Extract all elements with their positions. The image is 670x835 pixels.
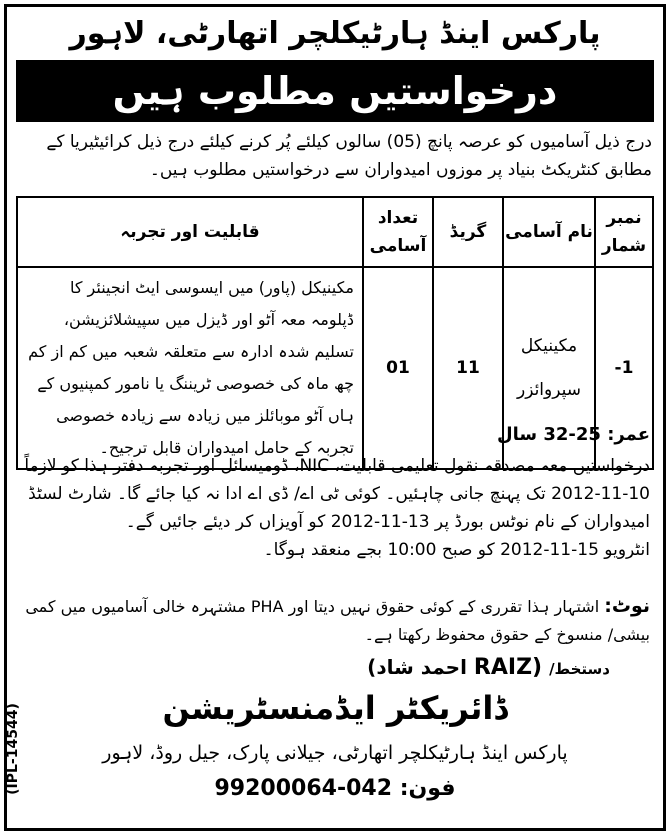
ipl-code-vertical: [2, 687, 24, 811]
age-requirement: [497, 424, 650, 445]
header-grade: گریڈ: [433, 197, 503, 267]
signature-line: [40, 652, 610, 684]
header-count: تعداد آسامی: [363, 197, 433, 267]
cell-count: 01: [363, 267, 433, 469]
note-label: نوٹ:: [604, 595, 650, 617]
header-qualification: قابلیت اور تجربہ: [17, 197, 363, 267]
instructions-block: [20, 452, 650, 564]
signatory-name-urdu: احمد شاد): [367, 655, 467, 679]
office-address: پارکس اینڈ ہارٹیکلچر اتھارٹی، جیلانی پارک، جیل روڈ، لاہور: [102, 742, 568, 764]
cell-serial: 1-: [595, 267, 653, 469]
phone-number: 042-99200064: [214, 776, 393, 801]
phone-line: [40, 772, 630, 806]
applications-wanted-banner: درخواستیں مطلوب ہیں: [16, 60, 654, 122]
table-header-row: [17, 197, 653, 267]
ipl-code-text: (IPL-14544): [5, 703, 21, 795]
organization-title: پارکس اینڈ ہارٹیکلچر اتھارٹی، لاہور: [69, 16, 601, 51]
phone-label: فون:: [399, 776, 456, 801]
cell-post: مکینیکل سپروائزر: [503, 267, 595, 469]
intro-line-1: درج ذیل آسامیوں کو عرصہ پانچ (05) سالوں کیلئے پُر کرنے کیلئے درج ذیل کرائیٹیریا کے: [46, 132, 652, 152]
signature-label: دستخط/: [549, 660, 610, 678]
age-label: عمر:: [607, 424, 650, 445]
header-post: نام آسامی: [503, 197, 595, 267]
designation-title: ڈائریکٹر ایڈمنسٹریشن: [162, 689, 508, 727]
signatory-name-latin: (RAIZ: [473, 655, 543, 680]
intro-line-2: مطابق کنٹریکٹ بنیاد پر موزوں امیدواران سے درخواستیں مطلوب ہیں۔: [149, 160, 652, 180]
intro-paragraph: [18, 128, 652, 184]
age-value: 25-32 سال: [496, 424, 601, 445]
interview-text: انٹرویو 15-11-2012 کو صبح 10:00 بجے منعقد ہوگا۔: [263, 540, 650, 560]
instructions-text: درخواستیں معہ مصدقہ نقول تعلیمی قابلیت، NIC، ڈومیسائل اور تجربہ دفتر ہذا کو لازماً 10-11-2012 تک پہنچ جانی چاہئیں۔ کوئی ٹی اے/ ڈی اے ادا نہ کیا جائے گا۔ شارٹ لسٹڈ امیدواران کے نام نوٹس بورڈ پر 13-11-2012 کو آویزاں کر دیئے جائیں گے۔: [24, 456, 650, 532]
note-block: [20, 592, 650, 649]
cell-grade: 11: [433, 267, 503, 469]
header-serial: نمبر شمار: [595, 197, 653, 267]
cell-qualification: مکینیکل (پاور) میں ایسوسی ایٹ انجینئر کا ڈپلومہ معہ آٹو اور ڈیزل میں سپیشلائزیشن، تسلیم شدہ ادارہ سے متعلقہ شعبہ میں کم از کم چھ ماہ کی خصوصی ٹریننگ یا نامور کمپنیوں کے ہاں آٹو موبائلز میں زیادہ سے زیادہ خصوصی تجربہ کے حامل امیدواران قابل ترجیح۔: [17, 267, 363, 469]
note-text: اشتہار ہذا تقرری کے کوئی حقوق نہیں دیتا اور PHA مشتہرہ خالی آسامیوں میں کمی بیشی/ منسوخ کے حقوق محفوظ رکھتا ہے۔: [25, 597, 650, 644]
